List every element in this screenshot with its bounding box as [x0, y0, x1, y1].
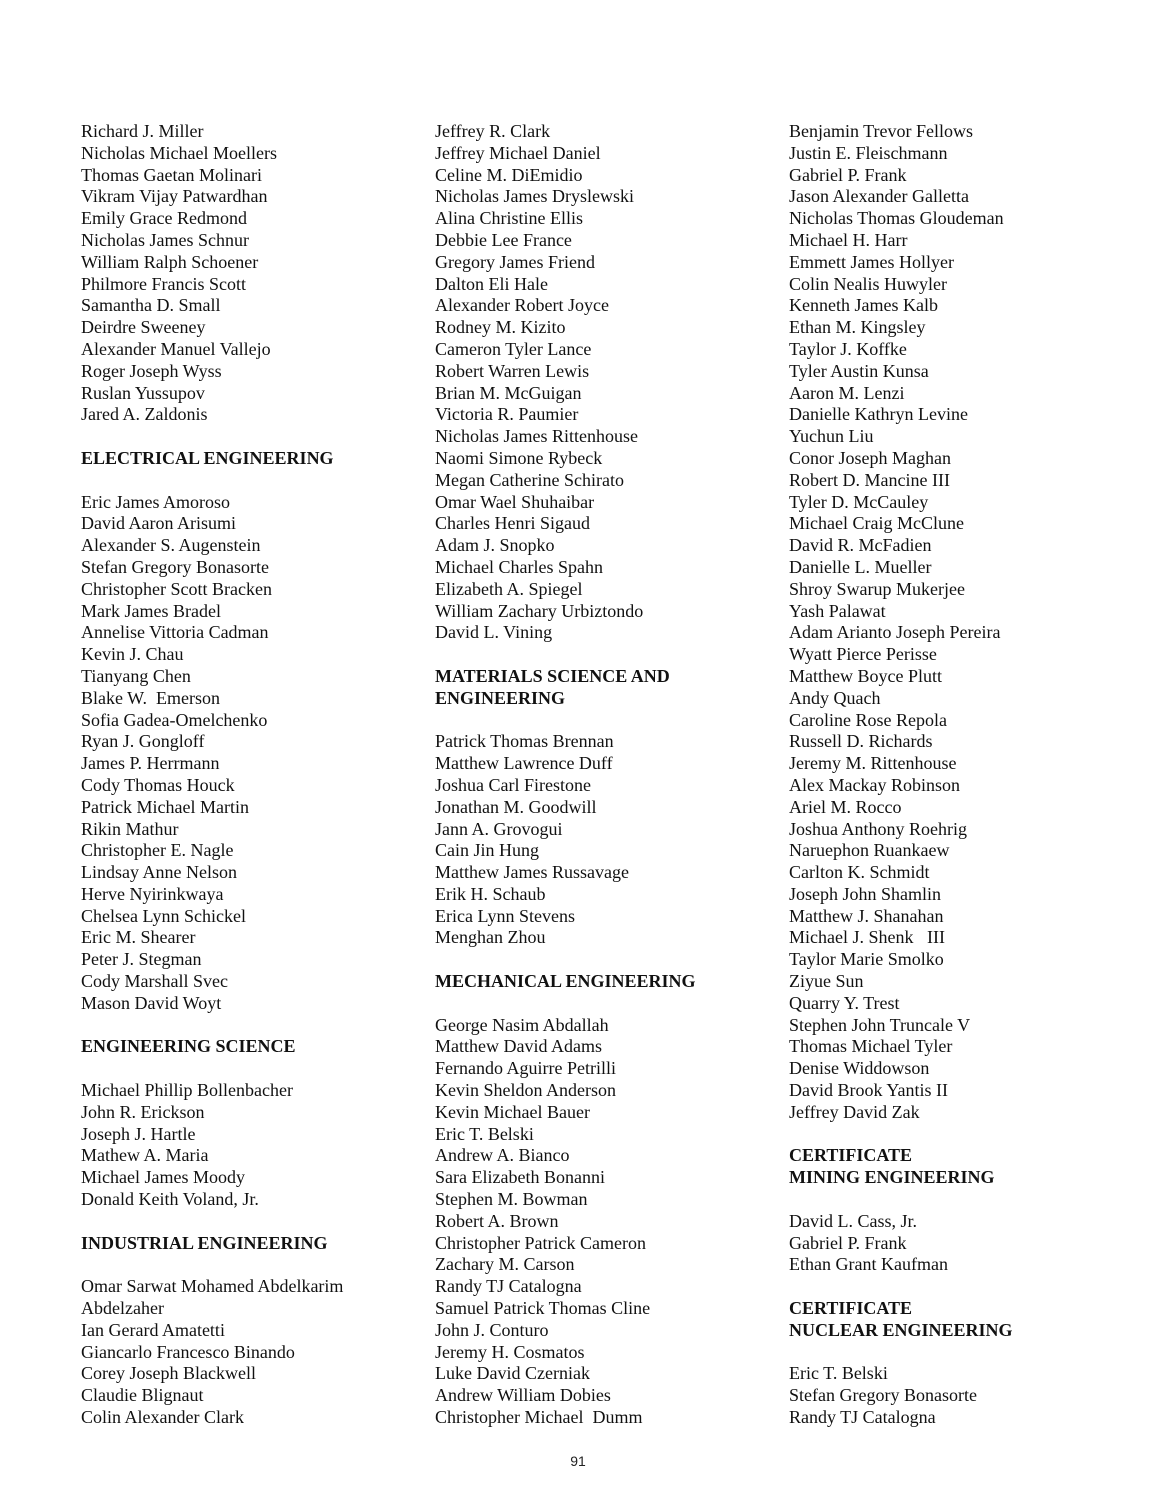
graduate-name: Deirdre Sweeney: [81, 317, 206, 338]
graduate-name: Naruephon Ruankaew: [789, 840, 950, 861]
graduate-name: Michael Phillip Bollenbacher: [81, 1080, 293, 1101]
graduate-name: William Ralph Schoener: [81, 251, 259, 272]
graduate-name: Chelsea Lynn Schickel: [81, 905, 246, 926]
graduate-name: Stephen John Truncale V: [789, 1014, 971, 1035]
graduate-name: Omar Sarwat Mohamed Abdelkarim: [81, 1276, 344, 1297]
graduate-name: Benjamin Trevor Fellows: [789, 121, 974, 141]
graduate-name: Fernando Aguirre Petrilli: [435, 1058, 616, 1079]
graduate-name: Gabriel P. Frank: [789, 164, 907, 185]
graduate-name: David R. McFadien: [789, 535, 932, 556]
graduate-name: Yuchun Liu: [789, 426, 874, 447]
section-heading: [81, 448, 411, 470]
graduate-name: Kevin J. Chau: [81, 644, 184, 665]
graduate-name: Giancarlo Francesco Binando: [81, 1341, 295, 1362]
graduate-name: John J. Conturo: [435, 1319, 549, 1340]
graduate-name: Samuel Patrick Thomas Cline: [435, 1298, 651, 1319]
graduate-name: Denise Widdowson: [789, 1058, 930, 1079]
graduate-name: Tyler Austin Kunsa: [789, 360, 929, 381]
graduate-name: Justin E. Fleischmann: [789, 142, 948, 163]
graduate-name: Kevin Sheldon Anderson: [435, 1080, 616, 1101]
graduate-name: Menghan Zhou: [435, 927, 546, 948]
graduate-name: Sara Elizabeth Bonanni: [435, 1167, 605, 1188]
graduate-name: Omar Wael Shuhaibar: [435, 491, 595, 512]
graduate-name: Shroy Swarup Mukerjee: [789, 578, 965, 599]
section-heading-line: INDUSTRIAL ENGINEERING: [81, 1232, 328, 1253]
graduate-name: Samantha D. Small: [81, 295, 221, 316]
graduate-name: Christopher Scott Bracken: [81, 578, 272, 599]
graduate-name: Yash Palawat: [789, 600, 886, 621]
graduate-name: Joshua Anthony Roehrig: [789, 818, 967, 839]
graduate-name: Megan Catherine Schirato: [435, 469, 624, 490]
graduate-name: Russell D. Richards: [789, 731, 933, 752]
graduate-name: Andy Quach: [789, 687, 881, 708]
graduate-name: Gregory James Friend: [435, 251, 595, 272]
graduate-name: Eric T. Belski: [789, 1363, 888, 1384]
section-heading-line: ENGINEERING: [435, 687, 566, 708]
graduate-name: Erica Lynn Stevens: [435, 905, 575, 926]
graduate-name: Danielle L. Mueller: [789, 556, 932, 577]
graduate-name: Wyatt Pierce Perisse: [789, 644, 937, 665]
graduate-name: Kevin Michael Bauer: [435, 1101, 590, 1122]
graduate-name: Zachary M. Carson: [435, 1254, 575, 1275]
graduate-name: David L. Vining: [435, 622, 553, 643]
graduate-name: Emily Grace Redmond: [81, 208, 247, 229]
graduate-name: Randy TJ Catalogna: [789, 1407, 936, 1428]
section-heading: [789, 1298, 1129, 1342]
graduate-name: Michael Craig McClune: [789, 513, 964, 534]
graduate-name: Richard J. Miller: [81, 121, 204, 141]
graduate-name: Alexander Manuel Vallejo: [81, 338, 271, 359]
section-heading-line: MINING ENGINEERING: [789, 1167, 995, 1188]
graduate-name: Nicholas Thomas Gloudeman: [789, 208, 1004, 229]
graduate-name: Matthew James Russavage: [435, 862, 629, 883]
graduate-name: Jared A. Zaldonis: [81, 404, 208, 425]
graduate-name: Nicholas James Schnur: [81, 229, 249, 250]
graduate-name: Aaron M. Lenzi: [789, 382, 905, 403]
section-heading-line: NUCLEAR ENGINEERING: [789, 1319, 1013, 1340]
page-number: 91: [570, 1453, 586, 1469]
graduate-name: Claudie Blignaut: [81, 1385, 204, 1406]
graduate-name: Roger Joseph Wyss: [81, 360, 222, 381]
graduate-name: Nicholas James Dryslewski: [435, 186, 634, 207]
graduate-name: Jann A. Grovogui: [435, 818, 563, 839]
graduate-name: Andrew William Dobies: [435, 1385, 611, 1406]
graduate-name: Charles Henri Sigaud: [435, 513, 590, 534]
graduate-name: Eric M. Shearer: [81, 927, 196, 948]
graduate-name: Sofia Gadea-Omelchenko: [81, 709, 268, 730]
section-heading: [435, 971, 765, 993]
graduate-name: Stefan Gregory Bonasorte: [789, 1385, 977, 1406]
graduate-name: Alina Christine Ellis: [435, 208, 583, 229]
graduate-name: Jeremy M. Rittenhouse: [789, 753, 957, 774]
section-heading: [789, 1145, 1129, 1189]
graduate-name: Nicholas Michael Moellers: [81, 142, 277, 163]
section-heading-line: MECHANICAL ENGINEERING: [435, 971, 696, 992]
graduate-name: Rikin Mathur: [81, 818, 179, 839]
graduate-name: Gabriel P. Frank: [789, 1232, 907, 1253]
graduate-name: Carlton K. Schmidt: [789, 862, 930, 883]
section-heading-line: MATERIALS SCIENCE AND: [435, 665, 670, 686]
graduate-name: Victoria R. Paumier: [435, 404, 579, 425]
graduate-name: Michael James Moody: [81, 1167, 245, 1188]
graduate-name: Jeffrey R. Clark: [435, 121, 551, 141]
graduate-name: Christopher Patrick Cameron: [435, 1232, 646, 1253]
graduate-name: Brian M. McGuigan: [435, 382, 582, 403]
graduate-name: Joshua Carl Firestone: [435, 774, 591, 795]
section-heading-line: ELECTRICAL ENGINEERING: [81, 447, 334, 468]
graduate-name: Taylor J. Koffke: [789, 338, 907, 359]
graduate-name: Christopher Michael Dumm: [435, 1407, 643, 1428]
graduate-name: Blake W. Emerson: [81, 687, 220, 708]
graduate-name: James P. Herrmann: [81, 753, 220, 774]
graduate-name: Joseph John Shamlin: [789, 883, 942, 904]
graduate-name: Mathew A. Maria: [81, 1145, 209, 1166]
graduate-name: Cody Thomas Houck: [81, 774, 235, 795]
graduate-name: Mark James Bradel: [81, 600, 221, 621]
graduate-name: Cain Jin Hung: [435, 840, 540, 861]
graduate-name: Matthew Boyce Plutt: [789, 665, 942, 686]
graduate-name: Robert D. Mancine III: [789, 469, 950, 490]
column-3: [789, 121, 1129, 1429]
graduate-name: Alex Mackay Robinson: [789, 774, 960, 795]
graduate-name: Philmore Francis Scott: [81, 273, 246, 294]
graduate-name: Celine M. DiEmidio: [435, 164, 583, 185]
graduate-name: John R. Erickson: [81, 1101, 205, 1122]
graduate-name: Elizabeth A. Spiegel: [435, 578, 583, 599]
section-heading: [81, 1036, 411, 1058]
graduate-name: Adam J. Snopko: [435, 535, 555, 556]
graduate-name: Kenneth James Kalb: [789, 295, 938, 316]
graduate-name: Ziyue Sun: [789, 971, 864, 992]
graduate-name: David Brook Yantis II: [789, 1080, 949, 1101]
graduate-name: Randy TJ Catalogna: [435, 1276, 582, 1297]
graduate-name: Thomas Gaetan Molinari: [81, 164, 262, 185]
graduate-name: Vikram Vijay Patwardhan: [81, 186, 268, 207]
graduate-name: Erik H. Schaub: [435, 883, 546, 904]
graduate-name: Caroline Rose Repola: [789, 709, 947, 730]
section-heading-line: ENGINEERING SCIENCE: [81, 1036, 296, 1057]
graduate-name: Tianyang Chen: [81, 665, 191, 686]
graduate-name: Rodney M. Kizito: [435, 317, 566, 338]
graduate-name: Herve Nyirinkwaya: [81, 883, 224, 904]
graduate-name: Stephen M. Bowman: [435, 1189, 588, 1210]
graduate-name: Cameron Tyler Lance: [435, 338, 592, 359]
graduate-name: Ariel M. Rocco: [789, 796, 902, 817]
graduate-name: Corey Joseph Blackwell: [81, 1363, 256, 1384]
graduate-name: Michael Charles Spahn: [435, 556, 603, 577]
graduate-name: David L. Cass, Jr.: [789, 1210, 917, 1231]
graduate-name: Tyler D. McCauley: [789, 491, 929, 512]
section-heading-line: CERTIFICATE: [789, 1145, 913, 1166]
graduate-name: Patrick Michael Martin: [81, 796, 249, 817]
graduate-name: Debbie Lee France: [435, 229, 572, 250]
graduate-name: Adam Arianto Joseph Pereira: [789, 622, 1001, 643]
graduate-name: Nicholas James Rittenhouse: [435, 426, 638, 447]
graduate-name: David Aaron Arisumi: [81, 513, 236, 534]
graduate-name: Jason Alexander Galletta: [789, 186, 969, 207]
graduate-name: Robert A. Brown: [435, 1210, 559, 1231]
graduate-name: Dalton Eli Hale: [435, 273, 548, 294]
graduate-name: Alexander S. Augenstein: [81, 535, 261, 556]
graduate-name: Annelise Vittoria Cadman: [81, 622, 269, 643]
graduate-name: Peter J. Stegman: [81, 949, 202, 970]
graduate-name: Michael J. Shenk III: [789, 927, 945, 948]
graduate-name: Taylor Marie Smolko: [789, 949, 944, 970]
graduate-name: Luke David Czerniak: [435, 1363, 590, 1384]
graduate-name: Jeffrey Michael Daniel: [435, 142, 601, 163]
graduate-name: Donald Keith Voland, Jr.: [81, 1189, 259, 1210]
graduate-name: Michael H. Harr: [789, 229, 908, 250]
graduate-name: Conor Joseph Maghan: [789, 447, 951, 468]
graduate-name: Colin Nealis Huwyler: [789, 273, 947, 294]
graduate-name: Ian Gerard Amatetti: [81, 1319, 225, 1340]
graduate-name: Matthew Lawrence Duff: [435, 753, 613, 774]
graduate-name: George Nasim Abdallah: [435, 1014, 609, 1035]
graduate-name: Christopher E. Nagle: [81, 840, 234, 861]
section-heading-line: CERTIFICATE: [789, 1298, 913, 1319]
graduate-name: Ryan J. Gongloff: [81, 731, 205, 752]
graduate-name: Jonathan M. Goodwill: [435, 796, 597, 817]
graduate-name: Thomas Michael Tyler: [789, 1036, 953, 1057]
graduate-name: Colin Alexander Clark: [81, 1407, 244, 1428]
graduate-name: Ethan M. Kingsley: [789, 317, 926, 338]
section-heading: [81, 1233, 411, 1255]
graduate-name: Naomi Simone Rybeck: [435, 447, 603, 468]
graduate-name: Cody Marshall Svec: [81, 971, 228, 992]
graduate-name: Patrick Thomas Brennan: [435, 731, 614, 752]
graduate-name: Joseph J. Hartle: [81, 1123, 196, 1144]
graduate-name: Ethan Grant Kaufman: [789, 1254, 948, 1275]
graduate-name: Matthew J. Shanahan: [789, 905, 944, 926]
graduate-name: Alexander Robert Joyce: [435, 295, 609, 316]
graduate-name: Jeffrey David Zak: [789, 1101, 920, 1122]
graduate-name: Lindsay Anne Nelson: [81, 862, 237, 883]
graduate-name: Quarry Y. Trest: [789, 992, 900, 1013]
graduate-name: Eric James Amoroso: [81, 491, 230, 512]
graduate-name: Stefan Gregory Bonasorte: [81, 556, 269, 577]
graduate-name: Matthew David Adams: [435, 1036, 602, 1057]
graduate-name: Eric T. Belski: [435, 1123, 534, 1144]
graduate-name: Emmett James Hollyer: [789, 251, 954, 272]
graduate-name: Ruslan Yussupov: [81, 382, 205, 403]
graduate-name: William Zachary Urbiztondo: [435, 600, 644, 621]
graduate-name: Danielle Kathryn Levine: [789, 404, 968, 425]
graduate-name: Robert Warren Lewis: [435, 360, 590, 381]
graduate-name: Abdelzaher: [81, 1298, 164, 1319]
section-heading: [435, 666, 765, 710]
column-2: [435, 121, 765, 1429]
graduate-name: Mason David Woyt: [81, 992, 222, 1013]
graduate-name: Jeremy H. Cosmatos: [435, 1341, 585, 1362]
graduate-name: Andrew A. Bianco: [435, 1145, 570, 1166]
column-1: [81, 121, 411, 1429]
